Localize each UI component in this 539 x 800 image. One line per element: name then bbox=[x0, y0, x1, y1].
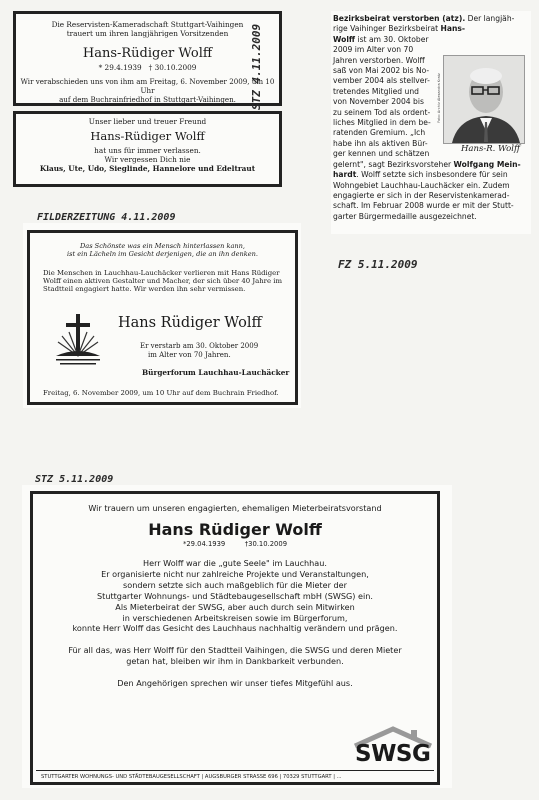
reservisten-notice bbox=[13, 11, 282, 106]
article-line: schaft. Im Februar 2008 wurde er mit der Stutt- bbox=[333, 201, 514, 211]
swsg-intro: Wir trauern um unseren engagierten, ehemaligen Mieterbeiratsvorstand bbox=[88, 503, 382, 513]
article-line: ger kennen und schätzen bbox=[333, 149, 430, 159]
swsg-thanks-2: getan hat, bleiben wir ihm in Dankbarkeit verbunden. bbox=[126, 656, 344, 667]
lauchhau-text-3: Stadtteil engagiert hatte. Wir werden ihn sehr vermissen. bbox=[43, 285, 246, 293]
article-line: Wohngebiet Lauchhau-Lauchäcker ein. Zudem bbox=[333, 180, 510, 190]
lauchhau-quote-2: ist ein Lächeln im Gesicht derjenigen, die an ihn denken. bbox=[66, 250, 259, 258]
swsg-footer-rule bbox=[36, 770, 434, 771]
reservisten-farewell-2: auf dem Buchrainfriedhof in Stuttgart-Vaihingen. bbox=[59, 95, 236, 104]
annotation-fz-5-11: FZ 5.11.2009 bbox=[338, 258, 418, 271]
reservisten-name: Hans-Rüdiger Wolff bbox=[82, 46, 213, 61]
lauchhau-quote-1: Das Schönste was ein Mensch hinterlassen kann, bbox=[79, 242, 245, 250]
article-line: von November 2004 bis bbox=[333, 97, 424, 107]
family-name: Hans-Rüdiger Wolff bbox=[90, 129, 205, 143]
portrait-image bbox=[444, 56, 524, 143]
annotation-filderzeitung: FILDERZEITUNG 4.11.2009 bbox=[37, 212, 176, 223]
swsg-name: Hans Rüdiger Wolff bbox=[148, 520, 322, 539]
reservisten-mourns: trauert um ihren langjährigen Vorsitzenden bbox=[66, 29, 229, 38]
article-line: garter Bürgermedaille ausgezeichnet. bbox=[333, 211, 477, 221]
swsg-thanks-1: Für all das, was Herr Wolff für den Stadtteil Vaihingen, die SWSG und deren Mieter bbox=[68, 645, 402, 656]
swsg-dates bbox=[33, 540, 437, 548]
lauchhau-forum: Bürgerforum Lauchhau-Lauchäcker bbox=[142, 368, 290, 377]
swsg-notice bbox=[30, 491, 440, 785]
swsg-clipping bbox=[22, 485, 452, 788]
article-line: rige Vaihinger Bezirksbeirat Hans- bbox=[333, 24, 466, 34]
swsg-died: †30.10.2009 bbox=[244, 540, 288, 548]
family-line3: Wir vergessen Dich nie bbox=[104, 155, 191, 164]
portrait-photo bbox=[436, 55, 525, 144]
swsg-body-line: sondern setzte sich auch maßgeblich für die Mieter der bbox=[123, 579, 347, 590]
article-line: saß von Mai 2002 bis No- bbox=[333, 66, 430, 76]
swsg-footer: STUTTGARTER WOHNUNGS- UND STÄDTEBAUGESELLSCHAFT | AUGSBURGER STRASSE 696 | 70329 STUTTGART | ... bbox=[41, 774, 342, 780]
swsg-body-line: Herr Wolff war die „gute Seele" im Lauchhau. bbox=[143, 558, 327, 568]
family-line2: hat uns für immer verlassen. bbox=[94, 146, 201, 155]
article-clipping bbox=[331, 11, 531, 234]
family-names: Klaus, Ute, Udo, Sieglinde, Hannelore und Edeltraut bbox=[39, 164, 256, 173]
lauchhau-died-1: Er verstarb am 30. Oktober 2009 bbox=[140, 342, 259, 350]
swsg-thanks bbox=[33, 645, 437, 667]
reservisten-farewell-1: Wir verabschieden uns von ihm am Freitag, 6. November 2009, um 10 Uhr bbox=[20, 77, 275, 95]
lauchhau-notice bbox=[27, 230, 298, 405]
article-line: Bezirksbeirat verstorben (atz). Der langjäh- bbox=[333, 14, 515, 23]
article-line: 2009 im Alter von 70 bbox=[333, 45, 414, 55]
article-line: engagierte er sich in der Reservistenkamerad- bbox=[333, 190, 510, 200]
lauchhau-funeral: Freitag, 6. November 2009, um 10 Uhr auf dem Buchrain Friedhof. bbox=[43, 389, 279, 397]
lauchhau-text bbox=[43, 269, 295, 293]
reservisten-born: * 29.4.1939 bbox=[98, 63, 142, 72]
swsg-logo-text: SWSG bbox=[355, 741, 431, 767]
article-line: ratenden Gremium. „Ich bbox=[333, 128, 426, 138]
swsg-body-line: konnte Herr Wolff das Gesicht des Lauchhaus nachhaltig verändern und prägen. bbox=[72, 623, 398, 634]
reservisten-dates bbox=[16, 63, 279, 72]
reservisten-org: Die Reservisten-Kameradschaft Stuttgart-Vaihingen bbox=[51, 20, 244, 29]
photo-caption: Hans-R. Wolff bbox=[461, 144, 521, 154]
article-line: hardt. Wolff setzte sich insbesondere für sein bbox=[333, 170, 508, 180]
article-line: habe ihn als aktiven Bür- bbox=[333, 138, 428, 148]
article-line: Jahren verstorben. Wolff bbox=[333, 55, 425, 65]
photo-credit: Foto: Archiv Alexandra Kratz bbox=[436, 73, 441, 123]
lauchhau-text-2: Wolff einen aktiven Gestalter und Macher, der sich über 40 Jahre im bbox=[43, 277, 282, 285]
cross-sunrise-icon bbox=[54, 312, 102, 368]
swsg-body-line: in verschiedenen Arbeitskreisen sowie im Bürgerforum, bbox=[122, 612, 348, 623]
article-line: liches Mitglied in dem be- bbox=[333, 118, 431, 128]
annotation-stz-4-11: STZ 4.11.2009 bbox=[250, 23, 263, 110]
lauchhau-clipping bbox=[23, 223, 301, 408]
annotation-stz-5-11: STZ 5.11.2009 bbox=[35, 474, 114, 485]
swsg-born: *29.04.1939 bbox=[182, 540, 226, 548]
swsg-body-line: Er organisierte nicht nur zahlreiche Projekte und Veranstaltungen, bbox=[101, 568, 369, 579]
lauchhau-text-1: Die Menschen in Lauchhau-Lauchäcker verlieren mit Hans Rüdiger bbox=[43, 269, 280, 277]
swsg-body-line: Stuttgarter Wohnungs- und Städtebaugesellschaft mbH (SWSG) ein. bbox=[97, 590, 373, 601]
swsg-logo bbox=[351, 726, 435, 770]
article-line: tretendes Mitglied und bbox=[333, 86, 419, 96]
swsg-body bbox=[33, 558, 437, 634]
swsg-sympathy: Den Angehörigen sprechen wir unser tiefes Mitgefühl aus. bbox=[117, 678, 353, 689]
article-line: vember 2004 als stellver- bbox=[333, 76, 430, 86]
swsg-body-line: Als Mieterbeirat der SWSG, aber auch durch sein Mitwirken bbox=[115, 601, 355, 612]
article-line: gelernt", sagt Bezirksvorsteher Wolfgang Mein- bbox=[333, 159, 521, 169]
lauchhau-name: Hans Rüdiger Wolff bbox=[118, 315, 262, 331]
lauchhau-died-2: im Alter von 70 Jahren. bbox=[148, 351, 231, 359]
reservisten-died: † 30.10.2009 bbox=[148, 63, 197, 72]
article-line: Wolff ist am 30. Oktober bbox=[333, 34, 429, 44]
family-notice bbox=[13, 111, 282, 187]
article-line: zu seinem Tod als ordent- bbox=[333, 107, 431, 117]
family-line1: Unser lieber und treuer Freund bbox=[88, 117, 207, 126]
